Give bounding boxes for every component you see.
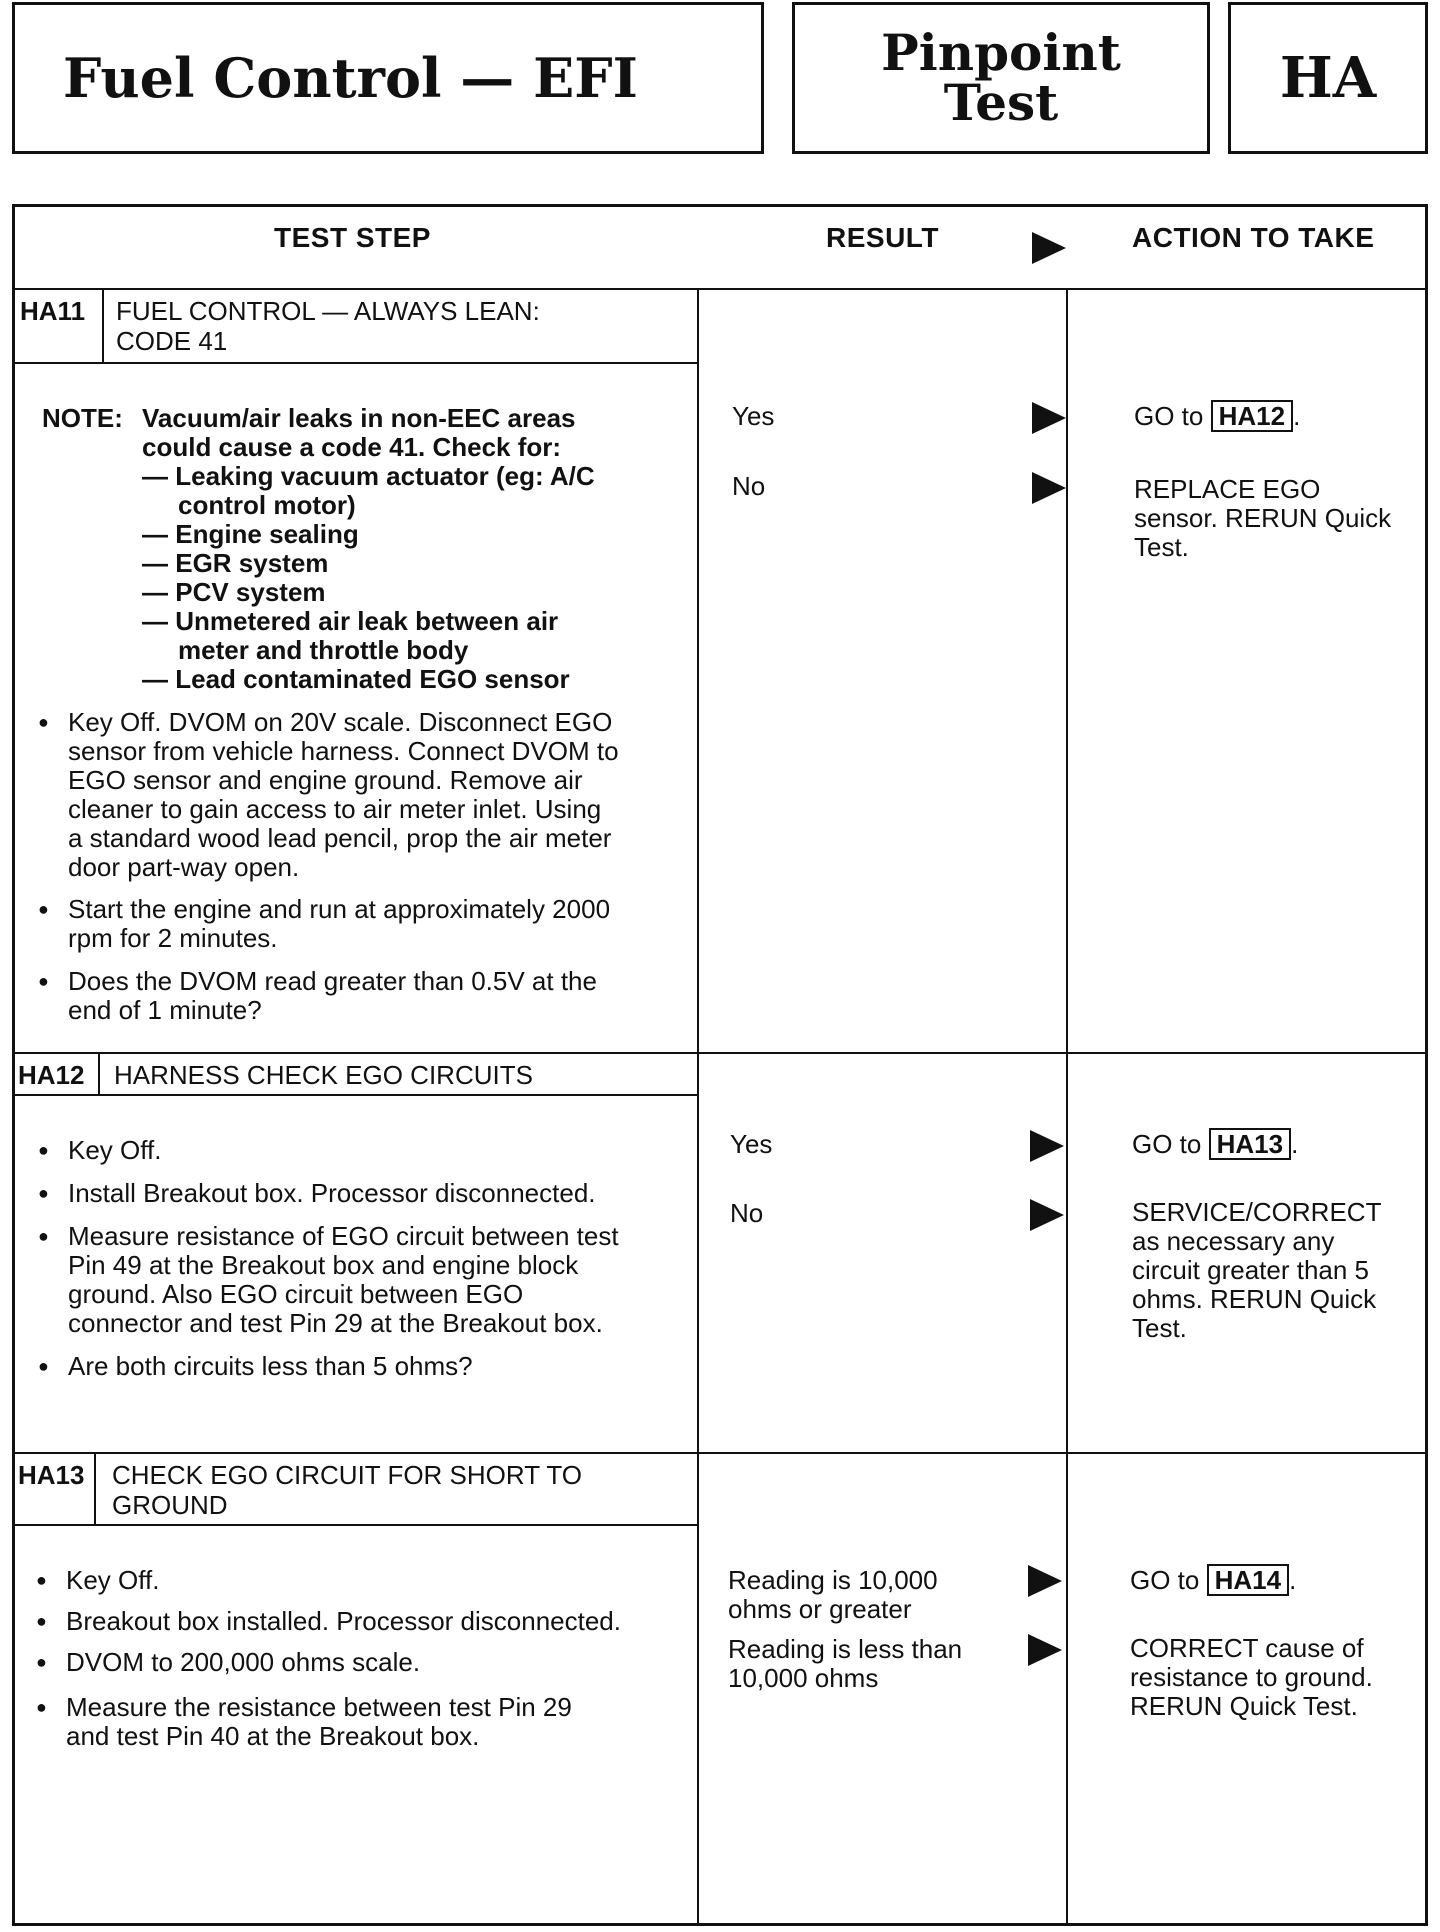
result-yes: Yes — [730, 1129, 773, 1159]
step-code-divider — [102, 288, 104, 364]
note-item: — EGR system — [142, 548, 329, 578]
action-goto: GO to HA12 . — [1134, 401, 1301, 431]
column-header-test-step: TEST STEP — [274, 222, 431, 253]
action-goto: GO to HA13 . — [1132, 1129, 1299, 1159]
action-correct: CORRECT cause of resistance to ground. RERUN Quick Test. — [1130, 1633, 1373, 1721]
test-type-line1: Pinpoint — [881, 23, 1121, 82]
action-goto: GO to HA14 . — [1130, 1565, 1297, 1595]
instruction-bullet: ● Breakout box installed. Processor disconnected. — [66, 1607, 621, 1636]
note-item: — Leaking vacuum actuator (eg: A/C — [142, 461, 595, 491]
instruction-bullet: ● Install Breakout box. Processor disconnected. — [68, 1179, 596, 1208]
note-line: Vacuum/air leaks in non-EEC areas — [142, 403, 576, 433]
action-service: SERVICE/CORRECT as necessary any circuit greater than 5 ohms. RERUN Quick Test. — [1132, 1197, 1382, 1343]
step-reference-ha12[interactable]: HA12 — [1211, 400, 1293, 432]
result-no: No — [732, 471, 766, 501]
instruction-bullet: ● Are both circuits less than 5 ohms? — [68, 1352, 473, 1381]
instruction-bullet: ● DVOM to 200,000 ohms scale. — [66, 1648, 420, 1677]
note-text — [142, 404, 576, 462]
arrow-right-icon — [1032, 402, 1066, 434]
page-title: Fuel Control — EFI — [12, 2, 764, 154]
test-code-box: HA — [1228, 2, 1428, 154]
step-title-line: CODE 41 — [116, 326, 228, 356]
step-title-line: CHECK EGO CIRCUIT FOR SHORT TO — [112, 1460, 582, 1490]
note-item-cont: control motor) — [178, 490, 356, 520]
instruction-bullet: ● Key Off. — [66, 1566, 159, 1595]
note-item: — Lead contaminated EGO sensor — [142, 664, 570, 694]
step-code: HA13 — [18, 1460, 85, 1490]
result-reading-low: Reading is less than 10,000 ohms — [728, 1634, 963, 1693]
arrow-right-icon — [1028, 1565, 1062, 1597]
instruction-bullet: ● Key Off. DVOM on 20V scale. Disconnect EGO sensor from vehicle harness. Connect DVOM to EGO sensor and engine ground. Remove air cleaner to gain access to air meter inlet. Using a standard wood lead pencil, prop the air meter door part-way open. — [68, 708, 619, 882]
header-divider — [12, 288, 1428, 290]
instruction-bullet: ● Measure the resistance between test Pin 29 and test Pin 40 at the Breakout box. — [66, 1693, 572, 1751]
column-divider-left — [697, 288, 699, 1926]
note-label: NOTE: — [42, 403, 123, 433]
step-code: HA11 — [20, 296, 86, 326]
result-yes: Yes — [732, 401, 775, 431]
step-separator — [12, 1452, 1428, 1454]
action-replace: REPLACE EGO sensor. RERUN Quick Test. — [1134, 474, 1392, 562]
note-line: could cause a code 41. Check for: — [142, 432, 562, 462]
result-reading-high: Reading is 10,000 ohms or greater — [728, 1565, 938, 1624]
step-reference-ha14[interactable]: HA14 — [1207, 1564, 1289, 1596]
note-item: — Engine sealing — [142, 519, 359, 549]
instruction-bullet: ● Measure resistance of EGO circuit between test Pin 49 at the Breakout box and engine block ground. Also EGO circuit between EGO connector and test Pin 29 at the Breakout box. — [68, 1222, 619, 1338]
step-code-divider — [94, 1452, 96, 1526]
test-type-label — [792, 2, 1210, 154]
note-item: — PCV system — [142, 577, 326, 607]
arrow-right-icon — [1032, 232, 1066, 264]
arrow-right-icon — [1030, 1199, 1064, 1231]
column-header-result: RESULT — [826, 222, 939, 253]
step-title: HARNESS CHECK EGO CIRCUITS — [114, 1060, 533, 1090]
column-header-action: ACTION TO TAKE — [1132, 222, 1375, 253]
test-type-line2: Test — [943, 73, 1059, 132]
step-code: HA12 — [18, 1060, 85, 1090]
step-reference-ha13[interactable]: HA13 — [1209, 1128, 1291, 1160]
arrow-right-icon — [1032, 472, 1066, 504]
step-separator — [12, 1052, 1428, 1054]
note-item-cont: meter and throttle body — [178, 635, 469, 665]
arrow-right-icon — [1030, 1130, 1064, 1162]
step-title-line: GROUND — [112, 1490, 228, 1520]
step-title-underline — [12, 1094, 698, 1096]
instruction-bullet: ● Key Off. — [68, 1136, 161, 1165]
step-code-divider — [98, 1052, 100, 1096]
column-divider-right — [1066, 288, 1068, 1926]
step-title — [112, 1460, 582, 1520]
step-title — [116, 296, 540, 356]
step-title-underline — [12, 362, 698, 364]
step-title-underline — [12, 1524, 698, 1526]
instruction-bullet: ● Start the engine and run at approximately 2000 rpm for 2 minutes. — [68, 895, 610, 953]
instruction-bullet: ● Does the DVOM read greater than 0.5V at the end of 1 minute? — [68, 967, 597, 1025]
result-no: No — [730, 1198, 764, 1228]
step-title-line: FUEL CONTROL — ALWAYS LEAN: — [116, 296, 540, 326]
arrow-right-icon — [1028, 1634, 1062, 1666]
note-item: — Unmetered air leak between air — [142, 606, 559, 636]
